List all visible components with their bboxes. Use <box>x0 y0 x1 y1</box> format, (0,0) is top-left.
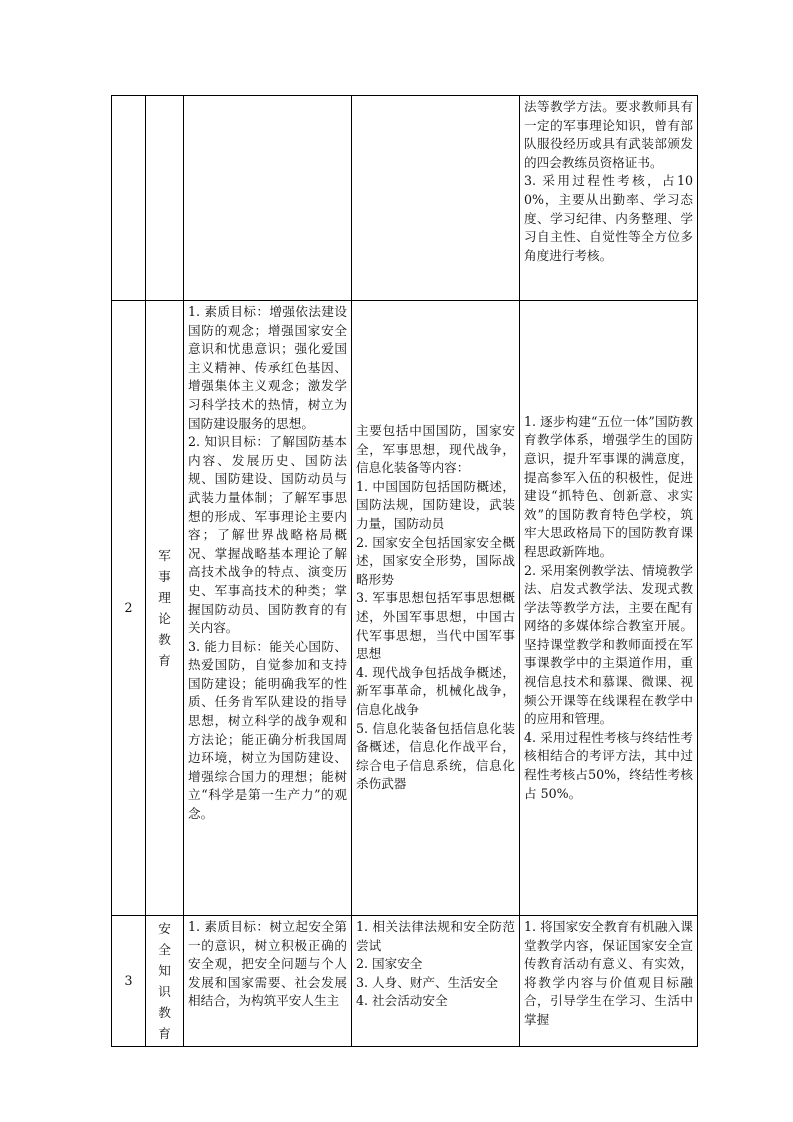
content-text: 2. 国家安全包括国家安全概述，国家安全形势，国际战略形势 <box>356 534 515 587</box>
requirement-text: 3. 采用过程性考核，占100%，主要从出勤率、学习态度、学习纪律、内务整理、学习自主性、自觉性等全方位多角度进行考核。 <box>524 173 693 263</box>
row-number-cell: 3 <box>112 916 146 1047</box>
content-text: 5. 信息化装备包括信息化装备概述，信息化作战平台，综合电子信息系统，信息化杀伤武器 <box>356 720 515 792</box>
course-name-cell: 军 事 理 论 教 育 <box>146 301 184 916</box>
table-row <box>112 301 698 916</box>
requirement-text: 2. 采用案例教学法、情境教学法、启发式教学法、发现式教学法等教学方法，主要在配有网络的多媒体综合教室开展。坚持课堂教学和教师面授在军事课教学中的主渠道作用，重视信息技术和慕课、微课、视频公开课等在线课程在教学中的应用和管理。 <box>524 562 693 727</box>
requirement-text: 1. 逐步构建“五位一体”国防教育教学体系，增强学生的国防意识，提升军事课的满意度，提高参军入伍的积极性，促进建设“抓特色、创新意、求实效”的国防教育特色学校，筑牢大思政格局下的国防教育课程思政新阵地。 <box>524 413 693 559</box>
content-text: 1. 相关法律法规和安全防范尝试 <box>356 919 515 953</box>
course-goals-cell <box>184 96 352 301</box>
course-name-cell: 安 全 知 识 教 育 <box>146 916 184 1047</box>
teaching-requirements-cell <box>520 301 698 916</box>
content-text: 1. 中国国防包括国防概述，国防法规，国防建设，武装力量，国防动员 <box>356 478 515 532</box>
course-content-cell <box>352 916 520 1047</box>
course-content-cell <box>352 96 520 301</box>
course-content-cell <box>352 301 520 916</box>
table-row <box>112 916 698 1047</box>
course-goals-cell <box>184 301 352 916</box>
content-text: 2. 国家安全 <box>356 956 423 972</box>
table-row <box>112 96 698 301</box>
requirement-text: 4. 采用过程性考核与终结性考核相结合的考评方法，其中过程性考核占50%，终结性考核占 50%。 <box>524 729 693 801</box>
teaching-requirements-cell <box>520 96 698 301</box>
content-text: 主要包括中国国防，国家安全，军事思想，现代战争，信息化装备等内容： <box>356 423 515 476</box>
content-text: 4. 现代战争包括战争概述，新军事革命，机械化战争，信息化战争 <box>356 664 515 717</box>
content-text: 3. 人身、财产、生活安全 <box>356 974 498 990</box>
teaching-requirements-cell <box>520 916 698 1047</box>
requirement-text: 1. 将国家安全教育有机融入课堂教学内容，保证国家安全宣传教育活动有意义、有实效，将教学内容与价值观目标融合，引导学生在学习、生活中掌握 <box>524 919 693 1027</box>
curriculum-table <box>111 95 698 1047</box>
row-number-cell <box>112 96 146 301</box>
content-text: 4. 社会活动安全 <box>356 993 448 1009</box>
goal-text: 1. 素质目标：增强依法建设国防的观念；增强国家安全意识和忧患意识；强化爱国主义精神、传承红色基因、增强集体主义观念；激发学习科学技术的热情，树立为国防建设服务的思想。 <box>188 304 347 431</box>
course-goals-cell <box>184 916 352 1047</box>
course-name-cell <box>146 96 184 301</box>
goal-text: 2. 知识目标：了解国防基本内容、发展历史、国防法规、国防建设、国防动员与武装力量体制；了解军事思想的形成、军事理论主要内容；了解世界战略格局概况、掌握战略基本理论了解高技术战争的特点、演变历史、军事高技术的种类；掌握国防动员、国防教育的有关内容。 <box>188 434 347 636</box>
row-number-cell: 2 <box>112 301 146 916</box>
goal-text: 1. 素质目标：树立起安全第一的意识，树立积极正确的安全观，把安全问题与个人发展和国家需要、社会发展相结合，为构筑平安人生主 <box>188 919 347 1009</box>
content-text: 3. 军事思想包括军事思想概述，外国军事思想，中国古代军事思想，当代中国军事思想 <box>356 590 515 662</box>
goal-text: 3. 能力目标：能关心国防、热爱国防，自觉参加和支持国防建设；能明确我军的性质、任务肯军队建设的指导思想，树立科学的战争观和方法论；能正确分析我国周边环境，树立为国防建设、增强综合国力的理想；能树立“科学是第一生产力”的观念。 <box>188 638 347 822</box>
requirement-text: 法等教学方法。要求教师具有一定的军事理论知识，曾有部队服役经历或具有武装部颁发的四会教练员资格证书。 <box>524 99 693 170</box>
